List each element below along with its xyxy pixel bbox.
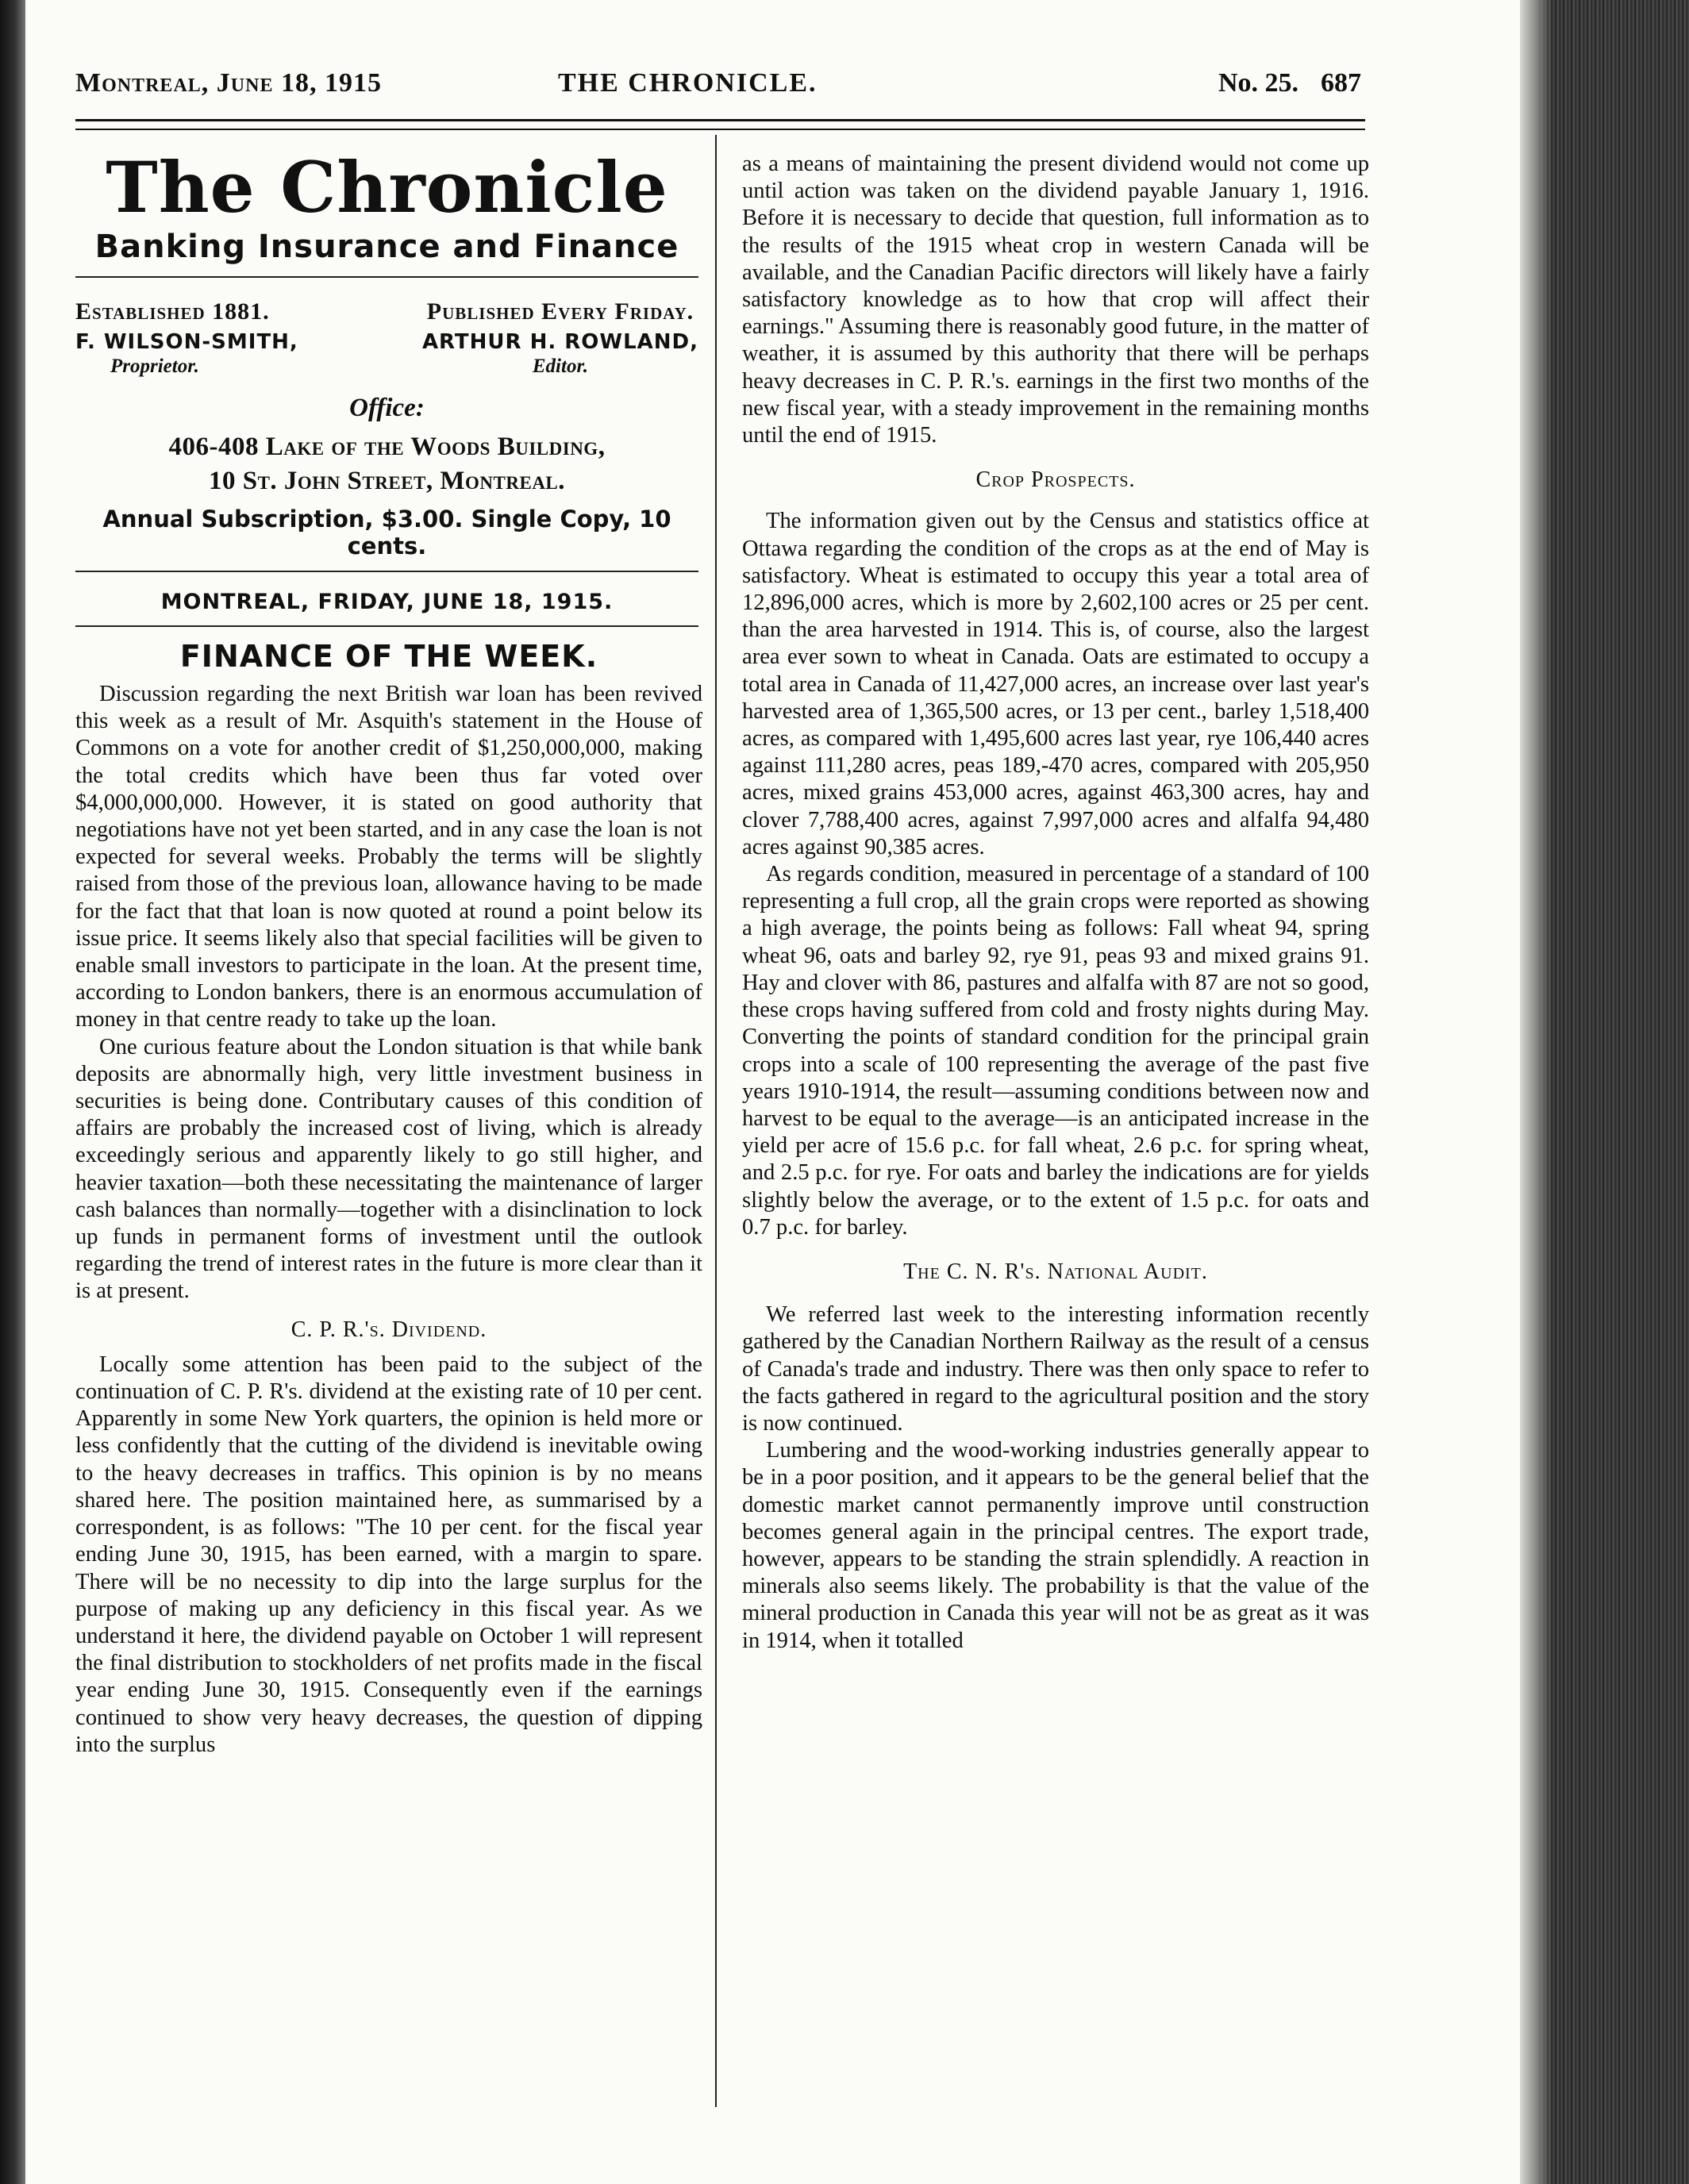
article-paragraph: Lumbering and the wood-working industries generally appear to be in a poor position, and it appears to be the general belief that the domestic market cannot permanently improve until construction becomes general again in the principal centres. The export trade, however, appears to be standing the strain splendidly. A reaction in minerals also seems likely. The probability is that the value of the mineral production in Canada this year will not be as great as it was in 1914, when it totalled	[742, 1438, 1369, 1653]
editor-name: ARTHUR H. ROWLAND,	[421, 330, 698, 354]
masthead-staff	[75, 298, 698, 394]
masthead	[75, 143, 698, 627]
office-address-line-2: 10 St. John Street, Montreal.	[208, 467, 566, 495]
running-head	[75, 68, 1361, 108]
running-head-journal: THE CHRONICLE.	[558, 68, 818, 98]
editor-role: Editor.	[532, 356, 589, 377]
header-rule	[75, 119, 1365, 130]
article-paragraph: As regards condition, measured in percentage of a standard of 100 representing a full crop, all the grain crops were reported as showing a high average, the points being as follows: Fall wheat 94, spring wheat 96, oats and barley 92, rye 91, peas 93 and mixed grains 91. Hay and clover with 86, pastures and alfalfa with 87 are not so good, these crops having suffered from cold and frosty nights during May. Converting the points of standard condition for the principal grain crops into a scale of 100 representing the average of the past five years 1910-1914, the result—assuming conditions between now and harvest to be equal to the average—is an anticipated increase in the yield per acre of 15.6 p.c. for fall wheat, 2.6 p.c. for spring wheat, and 2.5 p.c. for rye. For oats and barley the indications are for yields slightly below the average, or to the extent of 1.5 p.c. for oats and 0.7 p.c. for barley.	[742, 862, 1369, 1240]
column-divider	[715, 135, 717, 2107]
article-paragraph: The information given out by the Census and statistics office at Ottawa regarding the condition of the crops as at the end of May is satisfactory. Wheat is estimated to occupy this year a total area of 12,896,000 acres, which is more by 2,602,100 acres or 25 per cent. than the area harvested in 1914. This is, of course, also the largest area ever sown to wheat in Canada. Oats are estimated to occupy a total area in Canada of 11,427,000 acres, an increase over last year's harvested area of 1,365,500 acres, or 13 per cent., barley 1,518,400 acres, as compared with 1,495,600 acres last year, rye 106,440 acres against 111,280 acres, peas 189,-470 acres, compared with 205,950 acres, mixed grains 453,000 acres, against 463,300 acres, hay and clover 7,788,400 acres, against 7,997,000 acres and alfalfa 94,480 acres against 90,385 acres.	[742, 509, 1369, 859]
subheading-cnr-national-audit: The C. N. R's. National Audit.	[903, 1259, 1208, 1284]
article-paragraph-continued: as a means of maintaining the present dividend would not come up until action was taken on the dividend payable January 1, 1916. Before it is necessary to decide that question, full information as to the results of the 1915 wheat crop in western Canada will be available, and the Canadian Pacific directors will likely have a fairly satisfactory knowledge as to how that crop will affect their earnings." Assuming there is reasonably good future, in the matter of weather, it is assumed by this authority that there will be perhaps heavy decreases in C. P. R.'s. earnings in the first two months of the new fiscal year, with a steady improvement in the remaining months until the end of 1915.	[742, 152, 1369, 448]
article-title: FINANCE OF THE WEEK.	[179, 639, 598, 674]
issue-dateline: MONTREAL, FRIDAY, JUNE 18, 1915.	[160, 590, 614, 614]
left-column	[75, 681, 702, 1759]
dateline-rule	[75, 625, 698, 627]
subscription-line: Annual Subscription, $3.00. Single Copy, 10 cents.	[102, 506, 671, 559]
masthead-subtitle: Banking Insurance and Finance	[94, 229, 679, 265]
page-number: 687	[1321, 68, 1361, 98]
book-page-edges	[1520, 0, 1689, 2184]
running-head-issue	[1196, 68, 1361, 98]
right-column	[742, 151, 1369, 1655]
article-paragraph: Locally some attention has been paid to the subject of the continuation of C. P. R's. dividend at the existing rate of 10 per cent. Apparently in some New York quarters, the opinion is held more or less confidently that the cutting of the dividend is inevitable owing to the heavy decreases in traffics. This opinion is by no means shared here. The position maintained here, as summarised by a correspondent, is as follows: "The 10 per cent. for the fiscal year ending June 30, 1915, has been earned, with a margin to spare. There will be no necessity to dip into the large surplus for the purpose of making up any deficiency in this fiscal year. As we understand it here, the dividend payable on October 1 will represent the final distribution to stockholders of net profits made in the fiscal year ending June 30, 1915. Consequently even if the earnings continued to show very heavy decreases, the question of dipping into the surplus	[75, 1352, 702, 1757]
proprietor-role: Proprietor.	[110, 356, 199, 377]
subheading-crop-prospects: Crop Prospects.	[975, 467, 1136, 493]
running-head-place-date: Montreal, June 18, 1915	[75, 68, 382, 98]
issue-number: No. 25.	[1218, 68, 1298, 98]
office-label: Office:	[349, 394, 425, 422]
office-address-line-1: 406-408 Lake of the Woods Building,	[168, 433, 606, 461]
established-line: Established 1881.	[75, 298, 270, 325]
masthead-title: The Chronicle	[106, 146, 668, 229]
published-line: Published Every Friday.	[426, 298, 694, 325]
masthead-editor-block	[422, 298, 698, 378]
masthead-rule	[75, 276, 698, 278]
masthead-proprietor-block	[75, 298, 298, 378]
subheading-cpr-dividend: C. P. R.'s. Dividend.	[290, 1317, 487, 1342]
proprietor-name: F. WILSON-SMITH,	[75, 330, 298, 354]
masthead-rule-lower	[75, 571, 698, 572]
article-paragraph: Discussion regarding the next British war loan has been revived this week as a result of Mr. Asquith's statement in the House of Commons on a vote for another credit of $1,250,000,000, making the total credits which have been thus far voted over $4,000,000,000. However, it is stated on good authority that negotiations have not yet been started, and in any case the loan is not expected for several weeks. Probably the terms will be slightly raised from those of the previous loan, allowance having to be made for the fact that that loan is now quoted at round a point below its issue price. It seems likely also that special facilities will be given to enable small investors to participate in the loan. At the present time, according to London bankers, there is an enormous accumulation of money in that centre ready to take up the loan.	[75, 682, 702, 1032]
article-paragraph: One curious feature about the London situation is that while bank deposits are abnormally high, very little investment business in securities is being done. Contributary causes of this condition of affairs are probably the increased cost of living, which is already exceedingly serious and apparently likely to go still higher, and heavier taxation—both these necessitating the maintenance of larger cash balances than normally—together with a disinclination to lock up funds in permanent forms of investment until the outlook regarding the trend of interest rates in the future is more clear than it is at present.	[75, 1034, 702, 1304]
article-paragraph: We referred last week to the interesting information recently gathered by the Canadian Northern Railway as the result of a census of Canada's trade and industry. There was then only space to refer to the facts gathered in regard to the agricultural position and the story is now continued.	[742, 1302, 1369, 1436]
